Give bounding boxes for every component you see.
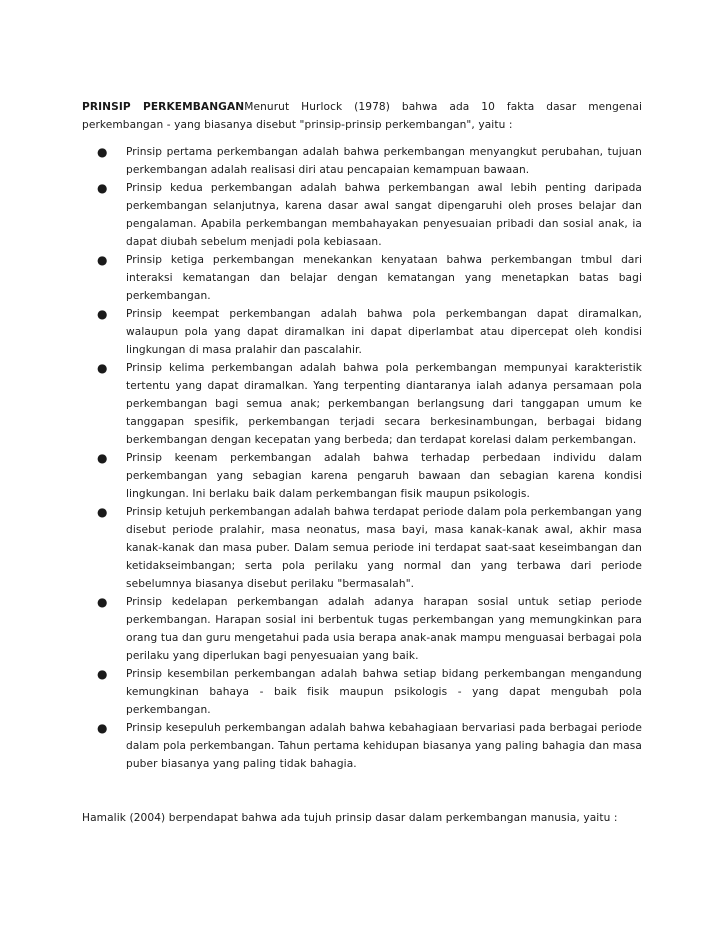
list-item-text: Prinsip ketujuh perkembangan adalah bahwa terdapat periode dalam pola perkembangan yang disebut periode pralahir, masa neonatus, masa bayi, masa kanak-kanak awal, akhir masa kanak-kanak dan masa puber. Dalam semua periode ini terdapat saat-saat keseimbangan dan ketidakseimbangan; serta pola perilaku yang normal dan yang terbawa dari periode sebelumnya biasanya disebut perilaku "bermasalah". — [126, 506, 642, 590]
list-item-text: Prinsip kesepuluh perkembangan adalah bahwa kebahagiaan bervariasi pada berbagai periode dalam pola perkembangan. Tahun pertama kehidupan biasanya yang paling bahagia dan masa puber biasanya yang paling tidak bahagia. — [126, 722, 642, 770]
section-title: PRINSIP PERKEMBANGAN — [82, 101, 245, 113]
closing-paragraph: Hamalik (2004) berpendapat bahwa ada tujuh prinsip dasar dalam perkembangan manusia, yaitu : — [82, 812, 618, 824]
list-item-text: Prinsip ketiga perkembangan menekankan kenyataan bahwa perkembangan tmbul dari interaksi kematangan dan belajar dengan kematangan yang menetapkan batas bagi perkembangan. — [126, 254, 642, 302]
list-item — [82, 719, 642, 773]
list-item — [82, 593, 642, 665]
principles-list — [82, 143, 642, 773]
bullet-icon: ● — [97, 181, 108, 195]
list-item-text: Prinsip keempat perkembangan adalah bahwa pola perkembangan dapat diramalkan, walaupun pola yang dapat diramalkan ini dapat diperlambat atau dipercepat oleh kondisi lingkungan di masa pralahir dan pascalahir. — [126, 308, 642, 356]
list-item-text: Prinsip kelima perkembangan adalah bahwa pola perkembangan mempunyai karakteristik tertentu yang dapat diramalkan. Yang terpenting diantaranya ialah adanya persamaan pola perkembangan bagi semua anak; perkembangan berlangsung dari tanggapan umum ke tanggapan spesifik, perkembangan terjadi secara berkesinambungan, berbagai bidang berkembangan dengan kecepatan yang berbeda; dan terdapat korelasi dalam perkembangan. — [126, 362, 642, 446]
list-item-text: Prinsip pertama perkembangan adalah bahwa perkembangan menyangkut perubahan, tujuan perkembangan adalah realisasi diri atau pencapaian kemampuan bawaan. — [126, 146, 642, 176]
list-item — [82, 143, 642, 179]
list-item — [82, 665, 642, 719]
list-item — [82, 359, 642, 449]
bullet-icon: ● — [97, 595, 108, 609]
document-page — [82, 98, 642, 827]
bullet-icon: ● — [97, 721, 108, 735]
bullet-icon: ● — [97, 145, 108, 159]
list-item — [82, 251, 642, 305]
bullet-icon: ● — [97, 451, 108, 465]
intro-paragraph — [82, 98, 642, 134]
list-item — [82, 449, 642, 503]
list-item — [82, 179, 642, 251]
list-item-text: Prinsip keenam perkembangan adalah bahwa terhadap perbedaan individu dalam perkembangan yang sebagian karena pengaruh bawaan dan sebagian karena kondisi lingkungan. Ini berlaku baik dalam perkembangan fisik maupun psikologis. — [126, 452, 642, 500]
intro-text: Menurut Hurlock (1978) bahwa ada 10 fakta dasar mengenai perkembangan - yang biasanya disebut "prinsip-prinsip perkembangan", yaitu : — [82, 101, 642, 131]
list-item-text: Prinsip kedua perkembangan adalah bahwa perkembangan awal lebih penting daripada perkembangan selanjutnya, karena dasar awal sangat dipengaruhi oleh proses belajar dan pengalaman. Apabila perkembangan membahayakan penyesuaian pribadi dan sosial anak, ia dapat diubah sebelum menjadi pola kebiasaan. — [126, 182, 642, 248]
bullet-icon: ● — [97, 253, 108, 267]
list-item-text: Prinsip kedelapan perkembangan adalah adanya harapan sosial untuk setiap periode perkembangan. Harapan sosial ini berbentuk tugas perkembangan yang memungkinkan para orang tua dan guru mengetahui pada usia berapa anak-anak mampu menguasai berbagai pola perilaku yang diperlukan bagi penyesuaian yang baik. — [126, 596, 642, 662]
bullet-icon: ● — [97, 307, 108, 321]
bullet-icon: ● — [97, 505, 108, 519]
bullet-icon: ● — [97, 361, 108, 375]
bullet-icon: ● — [97, 667, 108, 681]
list-item-text: Prinsip kesembilan perkembangan adalah bahwa setiap bidang perkembangan mengandung kemungkinan bahaya - baik fisik maupun psikologis - yang dapat mengubah pola perkembangan. — [126, 668, 642, 716]
list-item — [82, 305, 642, 359]
list-item — [82, 503, 642, 593]
